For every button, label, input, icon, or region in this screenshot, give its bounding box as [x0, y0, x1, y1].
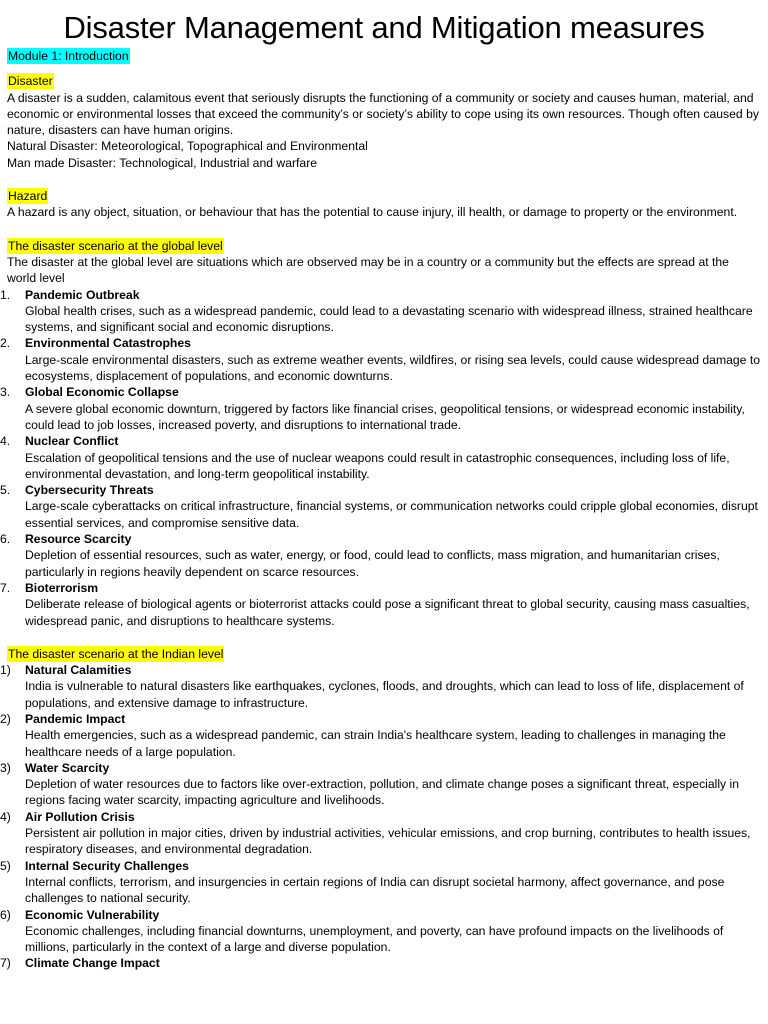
list-item-text: Depletion of water resources due to factors like over-extraction, pollution, and climate change poses a significant threat, especially in regions facing water scarcity, impacting agriculture and livelihoods. [25, 777, 740, 808]
list-item [0, 858, 761, 907]
list-item-title: Pandemic Impact [25, 711, 126, 726]
list-item [0, 287, 761, 336]
list-item-text: Escalation of geopolitical tensions and the use of nuclear weapons could result in catastrophic consequences, including loss of life, environmental devastation, and long-term geopolitical instability. [25, 450, 730, 481]
list-item-text: A severe global economic downturn, triggered by factors like financial crises, geopolitical tensions, or widespread economic instability, could lead to job losses, increased poverty, and disruptions to international trade. [25, 401, 745, 432]
list-item [0, 335, 761, 384]
list-item [0, 662, 761, 711]
list-item-title: Water Scarcity [25, 760, 110, 775]
list-item-title: Economic Vulnerability [25, 907, 160, 922]
list-item-text: Depletion of essential resources, such as water, energy, or food, could lead to conflicts, mass migration, and humanitarian crises, particularly in regions heavily dependent on scarce resources. [25, 548, 720, 579]
list-item-text: India is vulnerable to natural disasters like earthquakes, cyclones, floods, and droughts, which can lead to loss of life, displacement of populations, and extensive damage to infrastructure. [25, 679, 744, 710]
global-intro: The disaster at the global level are situations which are observed may be in a country or a community but the effects are spread at the world level [7, 254, 729, 286]
list-item-title: Internal Security Challenges [25, 858, 189, 873]
list-number: 1) [0, 663, 11, 678]
list-number: 5. [0, 483, 11, 498]
module-label: Module 1: Introduction [8, 49, 129, 63]
list-item-title: Cybersecurity Threats [25, 483, 154, 498]
indian-list [0, 662, 761, 972]
module-label-row [7, 48, 761, 64]
indian-section [0, 646, 761, 972]
global-section [0, 238, 761, 629]
list-item [0, 384, 761, 433]
list-item [0, 433, 761, 482]
list-number: 4. [0, 434, 11, 449]
list-item-text: Economic challenges, including financial downturns, unemployment, and poverty, can have profound impacts on the livelihoods of millions, particularly in the context of a large and diverse population. [25, 923, 724, 955]
list-item-title: Nuclear Conflict [25, 434, 119, 449]
list-item-text: Internal conflicts, terrorism, and insurgencies in certain regions of India can disrupt societal harmony, affect governance, and pose challenges to national security. [25, 874, 725, 906]
list-item [0, 711, 761, 760]
list-item [0, 580, 761, 629]
list-number: 3) [0, 760, 11, 775]
list-item [0, 955, 761, 971]
manmade-disaster-line: Man made Disaster: Technological, Industrial and warfare [7, 155, 318, 170]
disaster-heading: Disaster [8, 74, 53, 89]
list-item-text: Deliberate release of biological agents or bioterrorist attacks could pose a significant threat to global security, causing mass casualties, widespread panic, and disruptions to healthcare systems. [25, 597, 750, 628]
natural-disaster-line: Natural Disaster: Meteorological, Topographical and Environmental [7, 139, 368, 154]
global-list [0, 287, 761, 629]
list-number: 3. [0, 385, 11, 400]
list-item-title: Air Pollution Crisis [25, 809, 135, 824]
list-item-title: Climate Change Impact [25, 956, 160, 971]
list-number: 4) [0, 809, 11, 824]
list-number: 7. [0, 580, 11, 595]
list-item [0, 907, 761, 956]
hazard-definition: A hazard is any object, situation, or behaviour that has the potential to cause injury, ill health, or damage to property or the environment. [7, 205, 738, 220]
indian-heading: The disaster scenario at the Indian level [8, 646, 224, 661]
list-item-title: Resource Scarcity [25, 532, 132, 547]
list-item-text: Large-scale environmental disasters, such as extreme weather events, wildfires, or rising sea levels, could cause widespread damage to ecosystems, displacement of populations, and economic downturns. [25, 352, 760, 384]
list-number: 5) [0, 858, 11, 873]
list-number: 1. [0, 287, 11, 302]
list-item-text: Global health crises, such as a widespread pandemic, could lead to a devastating scenario with widespread illness, strained healthcare systems, and significant social and economic disruptions. [25, 303, 753, 335]
list-item-text: Health emergencies, such as a widespread pandemic, can strain India's healthcare system, leading to challenges in managing the healthcare needs of a large population. [25, 728, 726, 759]
list-item [0, 809, 761, 858]
list-item-title: Natural Calamities [25, 663, 132, 678]
hazard-heading: Hazard [8, 189, 48, 204]
list-item-title: Global Economic Collapse [25, 385, 179, 400]
list-number: 6. [0, 532, 11, 547]
list-item [0, 531, 761, 580]
hazard-section [7, 188, 761, 221]
list-number: 2. [0, 336, 11, 351]
disaster-definition: A disaster is a sudden, calamitous event that seriously disrupts the functioning of a community or society and causes human, material, and economic or environmental losses that exceed the community’s or society’s ability to cope using its own resources. Though often caused by nature, disasters can have human origins. [7, 90, 759, 138]
list-item-title: Bioterrorism [25, 580, 99, 595]
list-item-title: Pandemic Outbreak [25, 287, 140, 302]
list-number: 2) [0, 711, 11, 726]
document-title: Disaster Management and Mitigation measures [63, 10, 705, 45]
list-number: 7) [0, 956, 11, 971]
disaster-section [7, 73, 761, 171]
list-number: 6) [0, 907, 11, 922]
list-item [0, 482, 761, 531]
list-item-text: Persistent air pollution in major cities, driven by industrial activities, vehicular emissions, and crop burning, contributes to health issues, respiratory diseases, and environmental degradation. [25, 826, 751, 857]
list-item-text: Large-scale cyberattacks on critical infrastructure, financial systems, or communication networks could cripple global economies, disrupt essential services, and compromise sensitive data. [25, 499, 758, 530]
list-item [0, 760, 761, 809]
global-heading: The disaster scenario at the global level [8, 238, 223, 253]
list-item-title: Environmental Catastrophes [25, 336, 191, 351]
